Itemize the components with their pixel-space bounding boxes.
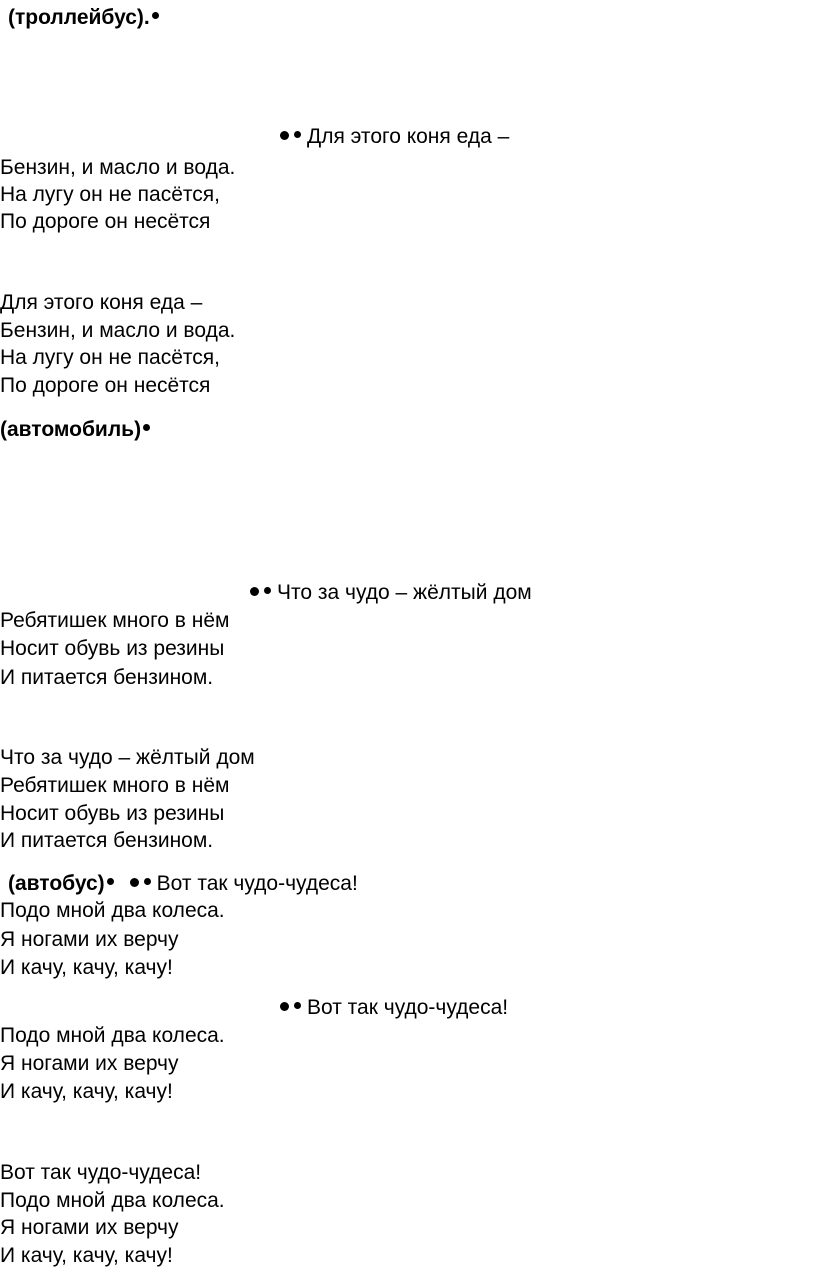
riddle-bike-line-2: Подо мной два колеса. xyxy=(0,899,225,922)
bullet-icon xyxy=(280,1002,289,1011)
bullet-icon xyxy=(294,1002,301,1009)
riddle-car-repeat-line-2: Бензин, и масло и вода. xyxy=(0,319,236,342)
bullet-icon xyxy=(294,131,301,138)
answer-car xyxy=(0,416,150,444)
riddle-bike-line-4: И качу, качу, качу! xyxy=(0,956,173,979)
riddle-car-line-3: На лугу он не пасётся, xyxy=(0,183,220,206)
riddle-bike-c-line-1: Вот так чудо-чудеса! xyxy=(0,1161,202,1184)
riddle-car-repeat-line-4: По дороге он несётся xyxy=(0,374,211,397)
riddle-bus-text-1: Что за чудо – жёлтый дом xyxy=(277,581,532,604)
answer-trolleybus-text: (троллейбус). xyxy=(8,6,150,29)
riddle-bus-line-4: И питается бензином. xyxy=(0,666,214,689)
bullet-icon xyxy=(152,12,159,19)
riddle-car-line-1 xyxy=(280,123,509,151)
answer-bus-text: (автобус) xyxy=(8,872,105,895)
bullet-icon xyxy=(130,878,139,887)
bullet-icon xyxy=(144,878,151,885)
riddle-bike-line-3: Я ногами их верчу xyxy=(0,928,179,951)
riddle-car-text-1: Для этого коня еда – xyxy=(307,125,510,148)
bullet-icon xyxy=(107,878,114,885)
riddle-bus-line-1 xyxy=(250,579,532,607)
riddle-car-line-4: По дороге он несётся xyxy=(0,210,211,233)
bullet-icon xyxy=(143,424,150,431)
riddle-bus-line-3: Носит обувь из резины xyxy=(0,637,225,660)
riddle-bike-c-line-4: И качу, качу, качу! xyxy=(0,1244,173,1267)
riddle-bike-text-1: Вот так чудо-чудеса! xyxy=(156,872,358,895)
riddle-bus-repeat-line-4: И питается бензином. xyxy=(0,829,214,852)
riddle-bike-b-line-4: И качу, качу, качу! xyxy=(0,1080,173,1103)
riddle-bike-b-line-3: Я ногами их верчу xyxy=(0,1052,179,1075)
riddle-bike-c-line-2: Подо мной два колеса. xyxy=(0,1189,225,1212)
riddle-bike-b-text-1: Вот так чудо-чудеса! xyxy=(307,996,509,1019)
bullet-icon xyxy=(280,131,289,140)
riddle-car-repeat-line-3: На лугу он не пасётся, xyxy=(0,346,220,369)
riddle-bike-b-line-2: Подо мной два колеса. xyxy=(0,1024,225,1047)
riddle-bus-repeat-line-2: Ребятишек много в нём xyxy=(0,774,230,797)
answer-trolleybus xyxy=(8,4,159,32)
riddle-car-repeat-line-1: Для этого коня еда – xyxy=(0,291,203,314)
answer-car-text: (автомобиль) xyxy=(0,418,142,441)
riddle-bike-b-line-1 xyxy=(280,994,508,1022)
riddle-bike-c-line-3: Я ногами их верчу xyxy=(0,1216,179,1239)
bullet-icon xyxy=(264,587,271,594)
riddle-bus-line-2: Ребятишек много в нём xyxy=(0,609,230,632)
riddle-bus-repeat-line-1: Что за чудо – жёлтый дом xyxy=(0,746,255,769)
answer-bus-row xyxy=(8,870,358,898)
riddle-bus-repeat-line-3: Носит обувь из резины xyxy=(0,802,225,825)
bullet-icon xyxy=(250,587,259,596)
riddle-car-line-2: Бензин, и масло и вода. xyxy=(0,156,236,179)
